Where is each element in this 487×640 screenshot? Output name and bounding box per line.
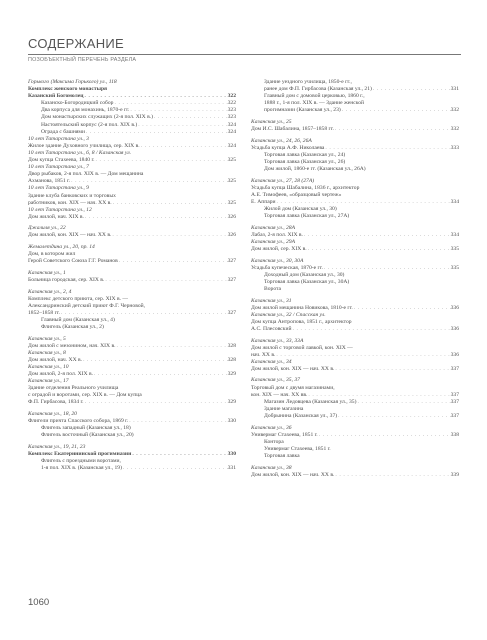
toc-entry-text: прогимназии (Казанская ул., 23) xyxy=(264,107,341,114)
toc-entry-text: А.С. Плесовский xyxy=(251,325,292,332)
toc-entry xyxy=(251,305,459,312)
toc-address-heading xyxy=(251,225,459,232)
leader-dots xyxy=(93,371,228,378)
leader-dots xyxy=(112,200,228,207)
toc-entry xyxy=(28,296,236,303)
toc-entry xyxy=(251,345,459,352)
toc-page-ref: 337 xyxy=(450,398,459,405)
toc-entry xyxy=(28,399,236,406)
toc-address-heading xyxy=(251,239,459,246)
toc-page-ref: 331 xyxy=(450,86,459,93)
toc-page-ref: 334 xyxy=(450,231,459,238)
toc-entry-text: Казанский Богомолец xyxy=(28,93,84,100)
toc-entry-text: Дом монастырских служащих (2-я пол. XIX в.) xyxy=(41,114,154,121)
toc-address-heading xyxy=(28,225,236,232)
toc-entry-text: Дом жилой с торговой лавкой, кон. XIX — xyxy=(251,344,353,351)
toc-entry xyxy=(251,279,459,286)
toc-entry-text: Жилое здание Духовного училища, сер. XIX в. xyxy=(28,142,140,149)
toc-entry-text: Флигель с проездными воротами, xyxy=(41,458,121,465)
toc-page-ref: 323 xyxy=(227,114,236,121)
toc-entry xyxy=(251,93,459,100)
leader-dots xyxy=(95,157,228,164)
toc-entry xyxy=(251,192,459,199)
leader-dots xyxy=(104,277,227,284)
toc-entry xyxy=(28,251,236,258)
leader-dots xyxy=(70,178,228,185)
toc-entry-text: ранее дом Ф.П. Гирбасова (Казанская ул., 21) xyxy=(264,86,372,93)
toc-entry-text: Жемалетдина ул., 20, пр. 14 xyxy=(28,244,95,251)
toc-entry xyxy=(28,343,236,350)
toc-entry-text: Ограда с башнями xyxy=(41,128,85,135)
toc-entry xyxy=(251,199,459,206)
toc-page-ref: 325 xyxy=(227,199,236,206)
toc-entry-text: Казанская ул., 1 xyxy=(28,269,66,276)
toc-entry xyxy=(28,93,236,100)
toc-entry xyxy=(251,100,459,107)
toc-entry xyxy=(28,86,236,93)
toc-entry-text: Здание магазина xyxy=(264,405,304,412)
toc-entry-text: Казанская ул., 31 xyxy=(251,297,292,304)
toc-entry xyxy=(251,326,459,333)
toc-entry xyxy=(251,472,459,479)
toc-entry xyxy=(28,214,236,221)
toc-entry-text: Казанская ул., 34 xyxy=(251,358,292,365)
toc-entry xyxy=(251,413,459,420)
leader-dots xyxy=(82,357,228,364)
toc-entry-text: Флигель восточный (Казанская ул., 20) xyxy=(41,432,134,439)
toc-column-right xyxy=(251,79,459,479)
leader-dots xyxy=(84,93,228,100)
toc-entry-text: Казанская ул., 18, 20 xyxy=(28,411,77,418)
toc-page-ref: 327 xyxy=(227,276,236,283)
leader-dots xyxy=(60,310,228,317)
toc-entry xyxy=(251,159,459,166)
leader-dots xyxy=(128,418,227,425)
toc-entry-text: Торговая лавка (Казанская ул., 26) xyxy=(264,158,346,165)
leader-dots xyxy=(113,100,227,107)
toc-entry xyxy=(28,465,236,472)
toc-page-ref: 333 xyxy=(450,144,459,151)
toc-page-ref: 330 xyxy=(227,451,236,457)
toc-page-ref: 336 xyxy=(450,325,459,332)
toc-entry-text: Ворота xyxy=(264,285,282,292)
toc-entry xyxy=(251,246,459,253)
toc-entry-text: Дом жилой, нач. XIX в. xyxy=(28,213,84,220)
toc-entry xyxy=(28,193,236,200)
toc-entry xyxy=(251,352,459,359)
toc-entry-text: Торговая лавка (Казанская ул., 30А) xyxy=(264,278,350,285)
toc-entry-text: с оградой и воротами, сер. XIX в. — Дом купца xyxy=(28,392,142,399)
toc-entry-text: Казанская ул., 19, 21, 23 xyxy=(28,443,86,450)
toc-entry-text: 1888 г., 1-я пол. XIX в. — Здание женской xyxy=(264,100,364,107)
toc-entry xyxy=(28,114,236,121)
toc-entry-text: Дом жилой, кон. XIX — нач. XX в. xyxy=(28,232,112,239)
toc-entry-text: 1-я пол. XIX в. (Казанская ул., 19) xyxy=(41,465,122,472)
toc-entry xyxy=(28,418,236,425)
toc-entry-text: Казанская ул., 33, 33А xyxy=(251,337,304,344)
toc-page-ref: 337 xyxy=(450,391,459,398)
leader-dots xyxy=(303,232,451,239)
toc-address-heading xyxy=(251,425,459,432)
toc-entry xyxy=(251,392,459,399)
toc-page-ref: 339 xyxy=(450,471,459,478)
toc-column-left xyxy=(28,79,236,472)
toc-entry xyxy=(251,286,459,293)
toc-entry xyxy=(28,178,236,185)
toc-entry xyxy=(251,232,459,239)
toc-page-ref: 323 xyxy=(227,107,236,114)
toc-entry-text: Торговая лавка (Казанская ул., 27А) xyxy=(264,213,350,220)
toc-entry xyxy=(251,86,459,93)
toc-entry-text: Казанско-Богородицкий собор xyxy=(41,100,114,107)
toc-entry-text: Дом И.С. Шабалина, 1857–1858 гг. xyxy=(251,126,334,133)
toc-page-ref: 337 xyxy=(450,412,459,419)
leader-dots xyxy=(153,114,228,121)
leader-dots xyxy=(275,352,450,359)
leader-dots xyxy=(372,86,451,93)
toc-entry xyxy=(28,392,236,399)
toc-page-ref: 330 xyxy=(227,418,236,425)
toc-entry-text: Здание клуба банковских и торговых xyxy=(28,192,116,199)
toc-entry-text: Казанская ул., 10 xyxy=(28,363,69,370)
toc-entry-text: Комплекс Екатерининской прогимназии xyxy=(28,451,132,457)
toc-page-ref: 335 xyxy=(450,245,459,252)
toc-page-ref: 327 xyxy=(227,258,236,265)
toc-address-heading xyxy=(251,312,459,319)
toc-entry-text: 10 лет Татарстана ул., 3 xyxy=(28,135,89,142)
leader-dots xyxy=(85,129,228,136)
leader-dots xyxy=(84,214,228,221)
toc-entry xyxy=(251,79,459,86)
toc-address-heading xyxy=(251,338,459,345)
toc-entry-text: Казанская ул., 30, 30А xyxy=(251,257,304,264)
toc-page-ref: 324 xyxy=(227,128,236,135)
toc-entry-text: Два корпуса для монахинь, 1870-е гг. xyxy=(41,107,130,114)
page-number: 1060 xyxy=(28,597,50,608)
toc-page-ref: 326 xyxy=(227,232,236,239)
toc-entry xyxy=(28,277,236,284)
toc-entry-text: Казанская ул., 28А xyxy=(251,224,295,231)
leader-dots xyxy=(334,366,450,373)
toc-entry-text: Казанская ул., 2, 4 xyxy=(28,288,72,295)
toc-page-ref: 334 xyxy=(450,198,459,205)
leader-dots xyxy=(276,199,451,206)
toc-entry-text: Торговая лавка (Казанская ул., 24) xyxy=(264,151,346,158)
toc-page-ref: 325 xyxy=(227,157,236,164)
toc-entry xyxy=(251,107,459,114)
toc-address-heading xyxy=(28,150,236,157)
toc-entry-text: Универмаг Стахеева, 1851 г. xyxy=(264,445,331,452)
toc-entry-text: Больница городская, сер. XIX в. xyxy=(28,276,105,283)
toc-entry-text: Здание уездного училища, 1850-е гг., xyxy=(264,79,352,85)
toc-page-ref: 332 xyxy=(450,107,459,114)
toc-address-heading xyxy=(28,364,236,371)
leader-dots xyxy=(129,107,227,114)
page-subtitle: ПОЗОБЪЕКТНЫЙ ПЕРЕЧЕНЬ РАЗДЕЛА xyxy=(28,57,137,63)
toc-address-heading xyxy=(28,270,236,277)
toc-entry xyxy=(28,100,236,107)
leader-dots xyxy=(131,451,227,458)
toc-entry-text: Дом жилой, 1860-е гг. (Казанская ул., 26А) xyxy=(264,166,366,173)
leader-dots xyxy=(334,472,450,479)
toc-entry-text: Флигель западный (Казанская ул., 18) xyxy=(41,425,131,432)
toc-entry xyxy=(28,458,236,465)
toc-entry-text: Комплекс детского приюта, сер. XIX в. — xyxy=(28,295,128,302)
toc-entry xyxy=(251,152,459,159)
toc-page-ref: 336 xyxy=(450,304,459,311)
toc-entry-text: Дом жилой, кон. XIX — нач. XX в. xyxy=(251,471,335,478)
toc-entry-text: Е. Аппари xyxy=(251,198,276,205)
toc-entry xyxy=(28,425,236,432)
toc-page-ref: 332 xyxy=(450,126,459,133)
toc-entry xyxy=(28,122,236,129)
toc-address-heading xyxy=(251,359,459,366)
toc-entry xyxy=(251,272,459,279)
leader-dots xyxy=(111,232,227,239)
page-title: СОДЕРЖАНИЕ xyxy=(28,36,125,51)
toc-page-ref: 337 xyxy=(450,365,459,372)
leader-dots xyxy=(118,258,228,265)
toc-entry-text: Казанская ул., 32 / Спасская ул. xyxy=(251,311,326,318)
toc-address-heading xyxy=(28,289,236,296)
toc-entry-text: 10 лет Татарстана ул., 7 xyxy=(28,164,89,171)
header-divider xyxy=(28,54,461,55)
toc-address-heading xyxy=(28,136,236,143)
toc-entry xyxy=(28,171,236,178)
toc-entry-text: Ф.П. Гирбасова, 1834 г. xyxy=(28,399,84,406)
toc-page-ref: 324 xyxy=(227,121,236,128)
toc-entry-text: Усадьба купца А.Ф. Николаева xyxy=(251,144,325,151)
toc-entry-text: Казанская ул., 5 xyxy=(28,335,66,342)
toc-address-heading xyxy=(28,350,236,357)
toc-entry xyxy=(251,185,459,192)
toc-entry-text: Главный дом (Казанская ул., 4) xyxy=(41,316,115,323)
leader-dots xyxy=(334,126,451,133)
toc-entry xyxy=(251,206,459,213)
toc-entry xyxy=(251,319,459,326)
toc-entry xyxy=(28,157,236,164)
toc-entry-text: Усадьба купеческая, 1870-е гг. xyxy=(251,264,323,271)
toc-page-ref: 331 xyxy=(227,465,236,472)
toc-entry xyxy=(28,129,236,136)
toc-entry-text: Дом жилой, нач. XX в. xyxy=(28,356,83,363)
toc-entry-text: Комплекс женского монастыря xyxy=(28,86,108,93)
toc-page-ref: 322 xyxy=(227,100,236,107)
toc-entry-text: Настоятельский корпус (2-я пол. XIX в.) xyxy=(41,121,138,128)
toc-entry xyxy=(28,232,236,239)
toc-entry xyxy=(251,265,459,272)
toc-entry xyxy=(28,385,236,392)
toc-address-heading xyxy=(251,119,459,126)
leader-dots xyxy=(292,326,451,333)
toc-page-ref: 324 xyxy=(227,142,236,149)
toc-address-heading xyxy=(28,185,236,192)
toc-entry-text: Жилой дом (Казанская ул., 30) xyxy=(264,206,337,212)
toc-entry-text: Казанская ул., 35, 37 xyxy=(251,377,300,384)
toc-entry-text: 10 лет Татарстана ул., 9 xyxy=(28,185,89,192)
toc-entry-text: Александринский детский приют Ф.Г. Черновой, xyxy=(28,302,146,309)
toc-entry-text: Магазин Ледовцева (Казанская ул., 35) xyxy=(264,398,357,405)
toc-address-heading xyxy=(251,178,459,185)
page-header xyxy=(28,36,461,63)
toc-entry xyxy=(251,453,459,460)
toc-entry xyxy=(251,366,459,373)
toc-entry-text: Флигель (Казанская ул., 2) xyxy=(41,324,104,330)
toc-entry-text: Дом жилой, сер. XIX в. xyxy=(251,245,307,252)
toc-entry xyxy=(28,143,236,150)
toc-address-heading xyxy=(28,444,236,451)
toc-entry-text: Казанская ул., 17 xyxy=(28,378,69,385)
toc-entry-text: Казанская ул., 29А xyxy=(251,238,295,245)
toc-entry-text: Герой Советского Союза Г.Г. Романов xyxy=(28,258,118,265)
leader-dots xyxy=(337,413,450,420)
toc-entry-text: Усадьба купца Шабалина, 1836 г., архитектор xyxy=(251,184,360,191)
leader-dots xyxy=(122,465,228,472)
toc-entry xyxy=(251,432,459,439)
toc-entry-text: Дом жилой, кон. XIX — нач. XX в. xyxy=(251,365,335,372)
toc-address-heading xyxy=(251,138,459,145)
toc-entry-text: Здание отделения Реального училища xyxy=(28,385,119,392)
toc-entry xyxy=(28,451,236,458)
toc-address-heading xyxy=(28,164,236,171)
leader-dots xyxy=(84,399,228,406)
leader-dots xyxy=(140,143,228,150)
leader-dots xyxy=(324,145,450,152)
toc-entry-text: кон. XIX — нач. XX вв. xyxy=(251,391,308,398)
toc-entry-text: А.Е. Тимофеев, «образцовый чертеж» xyxy=(251,191,342,198)
toc-page-ref: 336 xyxy=(450,351,459,358)
toc-entry-text: Добрынина (Казанская ул., 37) xyxy=(264,412,338,419)
toc-entry-text: нач. XX в. xyxy=(251,351,276,358)
leader-dots xyxy=(307,392,450,399)
toc-entry-text: 10 лет Татарстана ул., 6, 8 / Казанская ул. xyxy=(28,149,132,156)
toc-address-heading xyxy=(28,411,236,418)
toc-entry xyxy=(251,406,459,413)
toc-entry-text: Торговый дом с двумя магазинами, xyxy=(251,384,335,391)
toc-entry xyxy=(28,200,236,207)
toc-entry-text: Джалиля ул., 22 xyxy=(28,225,66,232)
toc-entry xyxy=(28,324,236,331)
toc-entry-text: Двор рыбаков, 2-я пол. XIX в. — Дом мещанина xyxy=(28,171,144,178)
toc-entry xyxy=(251,145,459,152)
toc-address-heading xyxy=(28,244,236,251)
leader-dots xyxy=(318,432,451,439)
toc-address-heading xyxy=(28,207,236,214)
toc-entry xyxy=(28,317,236,324)
leader-dots xyxy=(341,107,451,114)
toc-entry-text: Дом жилой, 2-я пол. XIX в. xyxy=(28,371,93,378)
toc-entry-text: 1852–1858 гг. xyxy=(28,309,60,316)
toc-entry-text: 10 лет Татарстана ул., 12 xyxy=(28,206,92,213)
toc-address-heading xyxy=(251,298,459,305)
toc-entry-text: Горького (Максима Горького) ул., 118 xyxy=(28,79,117,85)
toc-entry-text: Главный дом с домовой церковью, 1860 г., xyxy=(264,93,365,100)
toc-entry xyxy=(251,446,459,453)
leader-dots xyxy=(137,122,227,129)
toc-page-ref: 328 xyxy=(227,356,236,363)
toc-entry-text: работников, кон. XIX — нач. XX в. xyxy=(28,199,112,206)
leader-dots xyxy=(356,399,450,406)
toc-entry xyxy=(28,303,236,310)
toc-address-heading xyxy=(251,465,459,472)
toc-page-ref: 329 xyxy=(227,371,236,378)
toc-entry-text: Лабаз, 2-я пол. XIX в. xyxy=(251,231,303,238)
toc-address-heading xyxy=(28,378,236,385)
toc-entry xyxy=(28,371,236,378)
toc-entry-text: Дом жилой с мезонином, нач. XIX в. xyxy=(28,342,116,349)
toc-entry-text: Казанская ул., 38 xyxy=(251,464,292,471)
toc-entry xyxy=(28,357,236,364)
toc-address-heading xyxy=(28,79,236,86)
leader-dots xyxy=(115,343,227,350)
toc-entry-text: Казанская ул., 8 xyxy=(28,349,66,356)
toc-entry-text: Дом купца Антропова, 1851 г., архитектор xyxy=(251,318,352,325)
toc-page-ref: 325 xyxy=(227,178,236,185)
toc-address-heading xyxy=(28,336,236,343)
toc-entry xyxy=(251,213,459,220)
toc-entry xyxy=(28,310,236,317)
toc-address-heading xyxy=(251,377,459,384)
toc-page-ref: 322 xyxy=(227,93,236,100)
toc-entry-text: Доходный дом (Казанская ул., 30) xyxy=(264,271,345,278)
toc-entry xyxy=(251,166,459,173)
toc-page-ref: 326 xyxy=(227,213,236,220)
toc-page-ref: 327 xyxy=(227,309,236,316)
toc-entry-text: Универмаг Стахеева, 1851 г. xyxy=(251,431,318,438)
toc-entry xyxy=(28,258,236,265)
leader-dots xyxy=(323,265,451,272)
toc-entry xyxy=(251,126,459,133)
toc-entry-text: Дом жилой мещанина Новикова, 1810-е гг. xyxy=(251,304,353,311)
toc-entry xyxy=(251,439,459,446)
toc-page-ref: 328 xyxy=(227,342,236,349)
toc-entry-text: Казанская ул., 24, 26, 26А xyxy=(251,137,312,144)
toc-entry-text: Контора xyxy=(264,438,284,445)
leader-dots xyxy=(307,246,451,253)
toc-entry xyxy=(251,399,459,406)
toc-page-ref: 329 xyxy=(227,399,236,406)
toc-entry xyxy=(251,385,459,392)
toc-entry-text: Флигели причта Спасского собора, 1869 г. xyxy=(28,418,129,425)
toc-entry-text: Казанская ул., 27, 28 (27А) xyxy=(251,177,315,184)
toc-entry-text: Казанская ул., 36 xyxy=(251,424,292,431)
toc-entry-text: Дом, в котором жил xyxy=(28,251,76,258)
toc-entry-text: Казанская ул., 25 xyxy=(251,118,292,125)
toc-entry-text: Торговая лавка xyxy=(264,452,300,459)
toc-entry xyxy=(28,107,236,114)
toc-address-heading xyxy=(251,258,459,265)
toc-entry xyxy=(28,432,236,439)
leader-dots xyxy=(353,305,451,312)
toc-entry-text: Ахманова, 1851 г. xyxy=(28,178,71,185)
toc-page-ref: 338 xyxy=(450,431,459,438)
toc-page-ref: 335 xyxy=(450,264,459,271)
toc-entry-text: Дом купца Стахеева, 1840 г. xyxy=(28,157,95,164)
